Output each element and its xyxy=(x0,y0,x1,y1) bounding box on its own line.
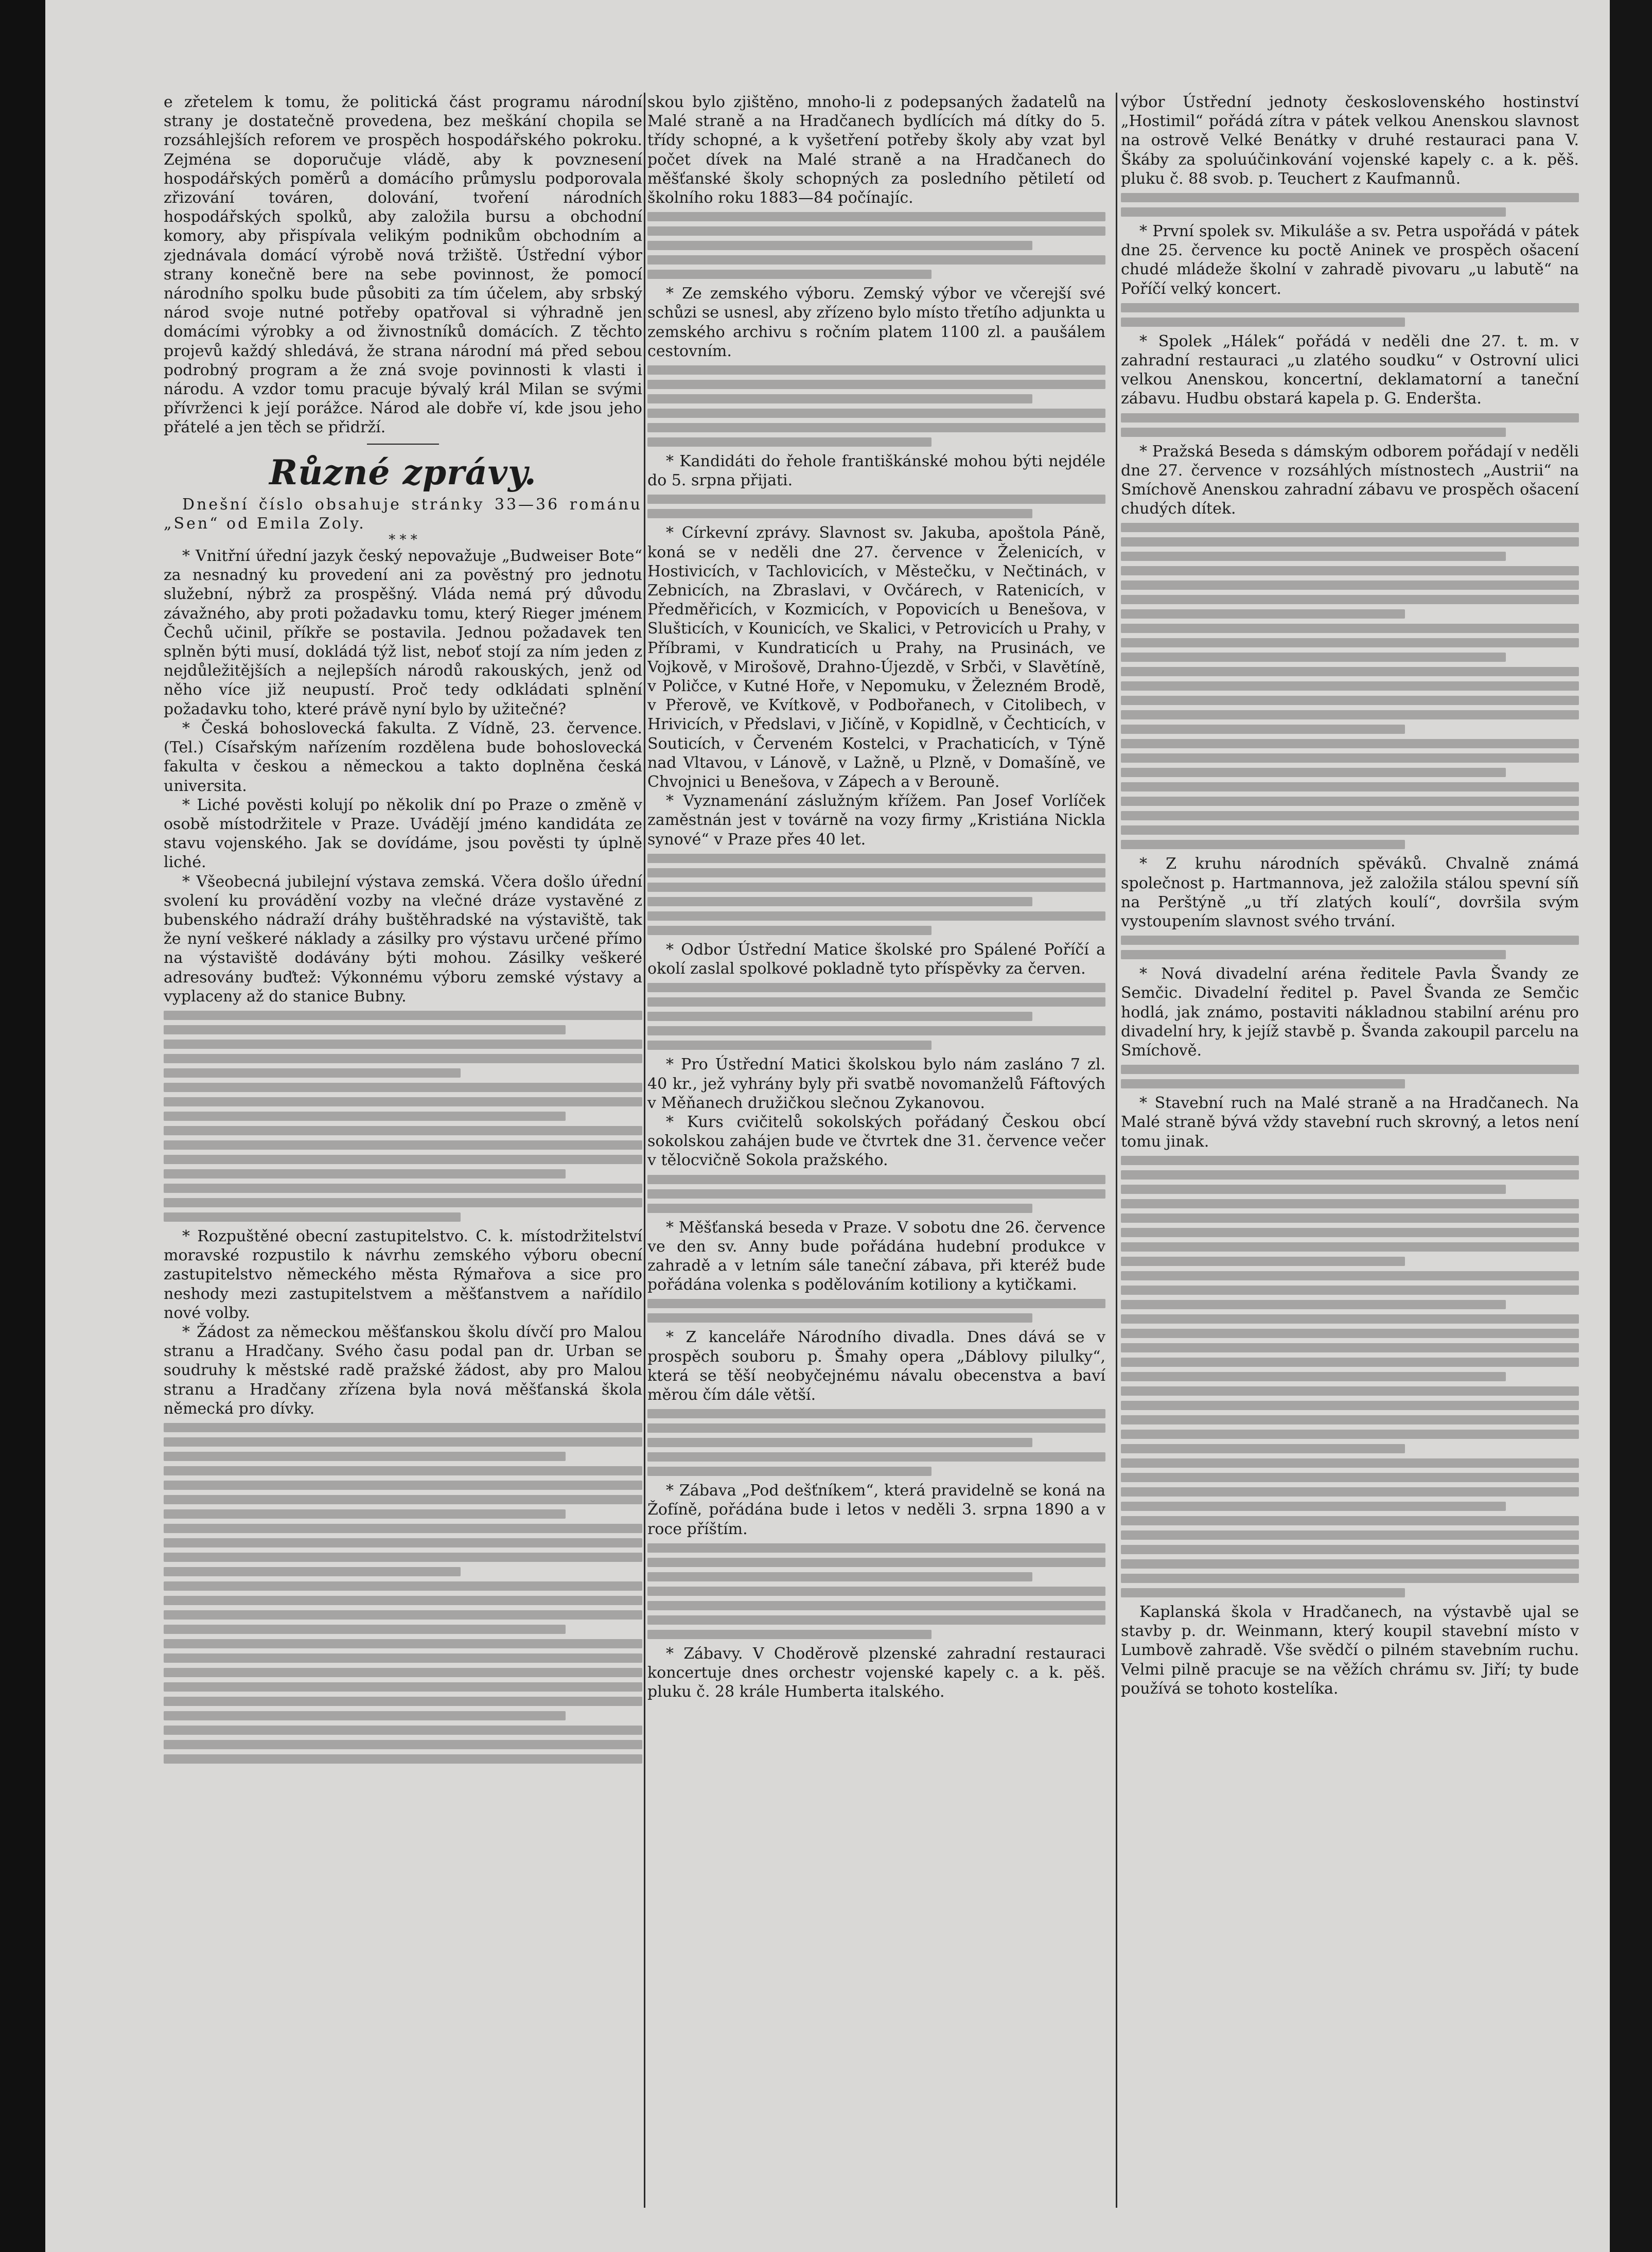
illegible-text-block xyxy=(1121,936,1579,959)
scan-left-edge xyxy=(0,0,45,2252)
news-item: * Kandidáti do řehole františkánské mohou býti nejdéle do 5. srpna přijati. xyxy=(647,452,1105,490)
illegible-text-block xyxy=(1121,303,1579,327)
section-heading: Různé zprávy. xyxy=(269,452,537,492)
illegible-text-block xyxy=(647,1543,1105,1639)
article-continuation: e zřetelem k tomu, že politická část programu národní strany je dostatečně provedena, bez meškání chopila se rozsáhlejších reforem ve prospěch hospodářského pokroku. Zejména se doporučuje vládě, aby k povznesení hospodářských poměrů a domácího průmyslu podporovala zřizování továren, dolování, tvoření národních hospodářských spolků, aby založila bursu a obchodní komory, aby přispívala velikým podnikům obchodním a zjednávala domácí výrobě nová tržiště. Ústřední výbor strany konečně bere na sebe povinnost, že pomocí národního spolku bude působiti za tím účelem, aby srbský národ svoje nutné potřeby opatřoval si výhradně jen domácími výrobky a od živnostníků domácích. Z těchto projevů každý shledává, že strana národní má před sebou podrobný program a že zná svoje povinnosti k vlasti i národu. A vzdor tomu pracuje bývalý král Milan se svými přívrženci k její porážce. Národ ale dobře ví, kde jsou jeho přátelé a jen těch se přidrží. xyxy=(164,93,642,437)
illegible-text-block xyxy=(647,1409,1105,1476)
news-item: * Česká bohoslovecká fakulta. Z Vídně, 23. července. (Tel.) Císařským nařízením rozdělena bude bohoslovecká fakulta v českou a německou a takto doplněna česká universita. xyxy=(164,719,642,795)
illegible-text-block xyxy=(1121,1156,1579,1597)
illegible-text-block xyxy=(1121,413,1579,437)
column-divider xyxy=(1116,93,1117,2208)
news-item: * Rozpuštěné obecní zastupitelstvo. C. k. místodržitelství moravské rozpustilo k návrhu zemského výboru obecní zastupitelstvo německého města Rýmařova a sice pro neshody mezi zastupitelstvem a měšťanstvem a nařídilo nové volby. xyxy=(164,1227,642,1322)
news-item: * První spolek sv. Mikuláše a sv. Petra uspořádá v pátek dne 25. července ku poctě Aninek ve prospěch ošacení chudé mládeže školní v zahradě pivovaru „u labutě“ na Poříčí velký koncert. xyxy=(1121,222,1579,298)
news-item: * Měšťanská beseda v Praze. V sobotu dne 26. července ve den sv. Anny bude pořádána hudební produkce v zahradě a v letním sále taneční zábava, při kteréž bude pořádána volenka s podělováním kotiliony a kytičkami. xyxy=(647,1218,1105,1294)
illegible-text-block xyxy=(647,365,1105,447)
news-item: * Stavební ruch na Malé straně a na Hradčanech. Na Malé straně bývá vždy stavební ruch skrovný, a letos není tomu jinak. xyxy=(1121,1094,1579,1151)
separator-rule xyxy=(367,444,439,445)
news-item: * Vyznamenání záslužným křížem. Pan Josef Vorlíček zaměstnán jest v továrně na vozy firmy „Kristiána Nickla synové“ v Praze přes 40 let. xyxy=(647,792,1105,849)
news-item: * Spolek „Hálek“ pořádá v neděli dne 27. t. m. v zahradní restauraci „u zlatého soudku“ v Ostrovní ulici velkou Anenskou, koncertní, deklamatorní a taneční zábavu. Hudbu obstará kapela p. G. Enderšta. xyxy=(1121,332,1579,408)
column-left xyxy=(164,93,642,2208)
star-separator: * * * xyxy=(389,532,417,548)
illegible-text-block xyxy=(1121,523,1579,849)
illegible-text-block xyxy=(647,1175,1105,1213)
column-middle xyxy=(647,93,1105,2208)
news-item: * Všeobecná jubilejní výstava zemská. Včera došlo úřední svolení ku provádění vozby na vlečné dráze vystavěné z bubenského nádraží dráhy buštěhradské na výstaviště, tak že nyní veškeré náklady a zásilky pro výstavu určené přímo na výstaviště dodávány býti mohou. Zásilky veškeré adresovány buďtež: Výkonnému výboru zemské výstavy a vyplaceny až do stanice Bubny. xyxy=(164,872,642,1006)
news-item: * Zábavy. V Choděrově plzenské zahradní restauraci koncertuje dnes orchestr vojenské kapely c. a k. pěš. pluku č. 28 krále Humberta italského. xyxy=(647,1644,1105,1701)
news-item: * Kurs cvičitelů sokolských pořádaný Českou obcí sokolskou zahájen bude ve čtvrtek dne 31. července večer v tělocvičně Sokola pražského. xyxy=(647,1113,1105,1170)
scan-right-edge xyxy=(1610,0,1652,2252)
illegible-text-block xyxy=(647,983,1105,1050)
notice-text: Dnešní číslo obsahuje stránky 33—36 románu „Sen“ od Emila Zoly. xyxy=(164,495,642,533)
illegible-text-block xyxy=(647,495,1105,518)
news-item: * Pro Ústřední Matici školskou bylo nám zasláno 7 zl. 40 kr., jež vyhrány byly při svatbě novomanželů Fáftových v Měňanech družičkou slečnou Zykanovou. xyxy=(647,1055,1105,1112)
news-item: * Církevní zprávy. Slavnost sv. Jakuba, apoštola Páně, koná se v neděli dne 27. července v Želenicích, v Hostivicích, v Tachlovicích, v Městečku, v Nečtinách, v Zebnicích, na Zbraslavi, v Ovčárech, v Ratenicích, v Předměřicích, v Kozmicích, v Popovicích u Benešova, v Slušticích, v Kounicích, ve Skalici, v Petrovicích u Prahy, v Příbrami, v Kundraticích u Prahy, na Prusinách, ve Vojkově, v Mirošově, Drahno-Újezdě, v Srbči, v Slavětíně, v Poličce, v Kutné Hoře, v Nepomuku, v Železném Brodě, v Přerově, ve Kvítkově, v Podbořanech, v Citolibech, v Hrivicích, v Předslavi, v Jičíně, v Kopidlně, v Čechticích, v Souticích, v Červeném Kostelci, v Prachaticích, v Týně nad Vltavou, v Lánově, v Lažně, u Plzně, v Domašíně, ve Chvojnici u Benešova, v Zápech a v Berouně. xyxy=(647,524,1105,791)
illegible-text-block xyxy=(164,1423,642,1764)
column-divider xyxy=(644,93,645,2208)
news-item: * Zábava „Pod dešťníkem“, která pravidelně se koná na Žofíně, pořádána bude i letos v neděli 3. srpna 1890 a v roce příštím. xyxy=(647,1482,1105,1538)
news-item: * Liché pověsti kolují po několik dní po Praze o změně v osobě místodržitele v Praze. Uvádějí jméno kandidáta ze stavu vojenského. Jak se dovídáme, jsou pověsti ty úplně liché. xyxy=(164,796,642,872)
illegible-text-block xyxy=(647,854,1105,935)
news-item: * Pražská Beseda s dámským odborem pořádají v neděli dne 27. července v rozsáhlých místnostech „Austrii“ na Smíchově Anenskou zahradní zábavu ve prospěch ošacení chudých dítek. xyxy=(1121,442,1579,518)
news-item: * Odbor Ústřední Matice školské pro Spálené Poříčí a okolí zaslal spolkové pokladně tyto příspěvky za červen. xyxy=(647,940,1105,978)
news-item: * Vnitřní úřední jazyk český nepovažuje „Budweiser Bote“ za nesnadný ku provedení ani za pověstný pro jednotu služební, nýbrž za prospěšný. Vláda nemá prý důvodu závažného, aby proti požadavku tomu, který Rieger jménem Čechů učinil, příkře se postavila. Jednou požadavek ten splněn býti musí, dokládá týž list, neboť stojí za ním jeden z nejdůležitějších a nejlepších národů rakouských, jenž od něho více již neupustí. Proč tedy odkládati splnění požadavku toho, které právě nyní bylo by užitečné? xyxy=(164,547,642,718)
illegible-text-block xyxy=(164,1011,642,1222)
illegible-text-block xyxy=(1121,193,1579,217)
news-item: * Žádost za německou měšťanskou školu dívčí pro Malou stranu a Hradčany. Svého času podal pan dr. Urban se soudruhy k městské radě pražské žádost, aby pro Malou stranu a Hradčany zřízena byla nová měšťanská škola německá pro dívky. xyxy=(164,1323,642,1418)
illegible-text-block xyxy=(647,1299,1105,1323)
news-item: Kaplanská škola v Hradčanech, na výstavbě ujal se stavby p. dr. Weinmann, který koupil stavební místo v Lumbově zahradě. Vše svědčí o pilném stavebním ruchu. Velmi pilně pracuje se na věžích chrámu sv. Jiří; ty bude používá se tohoto kostelíka. xyxy=(1121,1603,1579,1698)
illegible-text-block xyxy=(1121,1065,1579,1088)
news-item: * Z kruhu národních spěváků. Chvalně známá společnost p. Hartmannova, jež založila stálou spevní síň na Perštýně „u tří zlatých koulí“, dovršila svým vystoupením slavnost svého trvání. xyxy=(1121,855,1579,931)
column-right xyxy=(1121,93,1579,2208)
news-item: * Ze zemského výboru. Zemský výbor ve včerejší své schůzi se usnesl, aby zřízeno bylo místo třetího adjunkta u zemského archivu s ročním platem 1100 zl. a paušálem cestovním. xyxy=(647,285,1105,360)
article-continuation: skou bylo zjištěno, mnoho-li z podepsaných žadatelů na Malé straně a na Hradčanech bydlících má dítky do 5. třídy schopné, a k vyšetření potřeby školy aby vzat byl počet dívek na Malé straně a na Hradčanech do měšťanské školy schopných za posledního pětiletí od školního roku 1883—84 počínajíc. xyxy=(647,93,1105,207)
illegible-text-block xyxy=(647,212,1105,279)
news-item: * Nová divadelní aréna ředitele Pavla Švandy ze Semčic. Divadelní ředitel p. Pavel Švanda ze Semčic hodlá, jak známo, postaviti nákladnou stabilní arénu pro divadelní hry, k jejíž stavbě p. Švanda zakoupil parcelu na Smíchově. xyxy=(1121,965,1579,1060)
news-item: * Z kanceláře Národního divadla. Dnes dává se v prospěch souboru p. Šmahy opera „Dáblovy pilulky“, která se těší neobyčejnému návalu obecenstva a baví měrou čím dále větší. xyxy=(647,1328,1105,1404)
article-continuation: výbor Ústřední jednoty československého hostinství „Hostimil“ pořádá zítra v pátek velkou Anenskou slavnost na ostrově Velké Benátky v druhé restauraci pana V. Škáby za spoluúčinkování vojenské kapely c. a k. pěš. pluku č. 88 svob. p. Teuchert z Kaufmannů. xyxy=(1121,93,1579,188)
